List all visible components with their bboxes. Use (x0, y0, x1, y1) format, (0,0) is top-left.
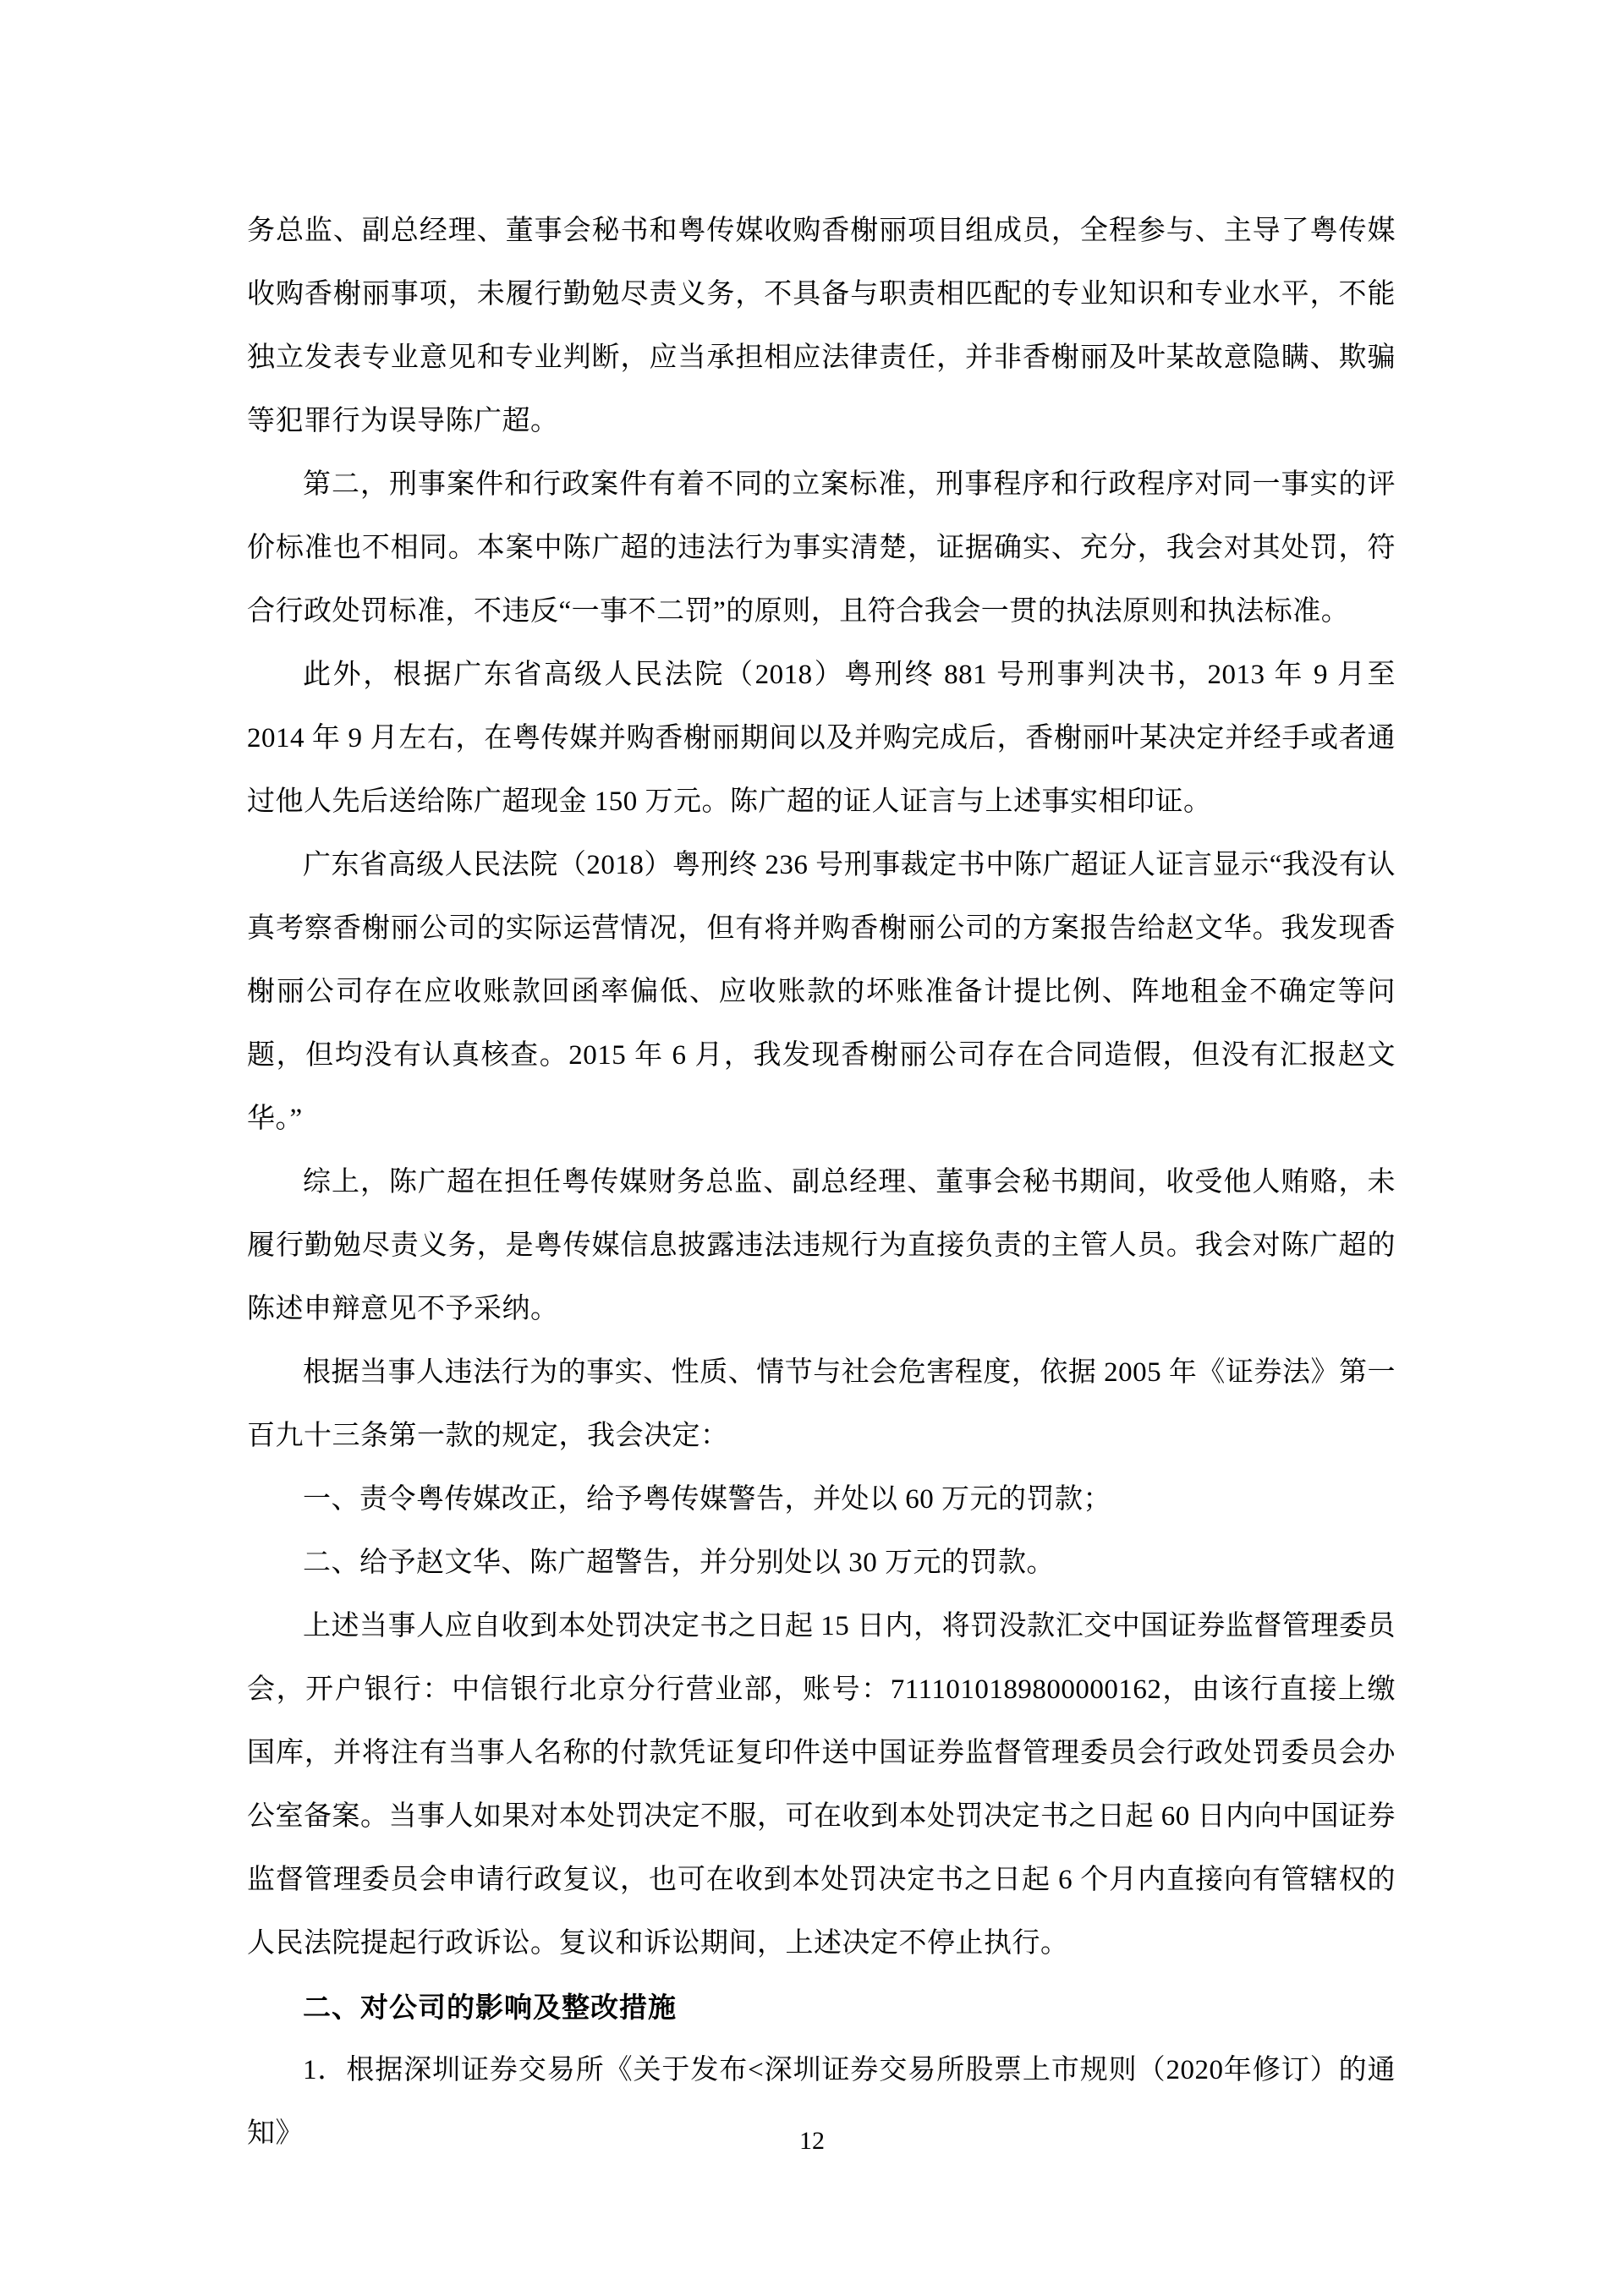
body-paragraph: 此外，根据广东省高级人民法院（2018）粤刑终 881 号刑事判决书，2013 年 9 月至 2014 年 9 月左右，在粤传媒并购香榭丽期间以及并购完成后，香榭丽叶某决定并经手或者通过他人先后送给陈广超现金 150 万元。陈广超的证人证言与上述事实相印证。 (247, 660, 1396, 817)
decision-item-2: 二、给予赵文华、陈广超警告，并分别处以 30 万元的罚款。 (303, 1548, 1055, 1578)
body-paragraph: 综上，陈广超在担任粤传媒财务总监、副总经理、董事会秘书期间，收受他人贿赂，未履行勤勉尽责义务，是粤传媒信息披露违法违规行为直接负责的主管人员。我会对陈广超的陈述申辩意见不予采纳。 (247, 1167, 1396, 1324)
numbered-item: 1．根据深圳证券交易所《关于发布<深圳证券交易所股票上市规则（2020年修订）的通知》 (247, 2055, 1396, 2149)
body-paragraph: 务总监、副总经理、董事会秘书和粤传媒收购香榭丽项目组成员，全程参与、主导了粤传媒收购香榭丽事项，未履行勤勉尽责义务，不具备与职责相匹配的专业知识和专业水平，不能独立发表专业意见和专业判断，应当承担相应法律责任，并非香榭丽及叶某故意隐瞒、欺骗等犯罪行为误导陈广超。 (247, 216, 1396, 436)
body-paragraph: 上述当事人应自收到本处罚决定书之日起 15 日内，将罚没款汇交中国证券监督管理委员会，开户银行：中信银行北京分行营业部，账号：7111010189800000162，由该行直接上缴国库，并将注有当事人名称的付款凭证复印件送中国证券监督管理委员会行政处罚委员会办公室备案。当事人如果对本处罚决定不服，可在收到本处罚决定书之日起 60 日内向中国证券监督管理委员会申请行政复议，也可在收到本处罚决定书之日起 6 个月内直接向有管辖权的人民法院提起行政诉讼。复议和诉讼期间，上述决定不停止执行。 (247, 1611, 1396, 1959)
body-paragraph: 广东省高级人民法院（2018）粤刑终 236 号刑事裁定书中陈广超证人证言显示“我没有认真考察香榭丽公司的实际运营情况，但有将并购香榭丽公司的方案报告给赵文华。我发现香榭丽公司存在应收账款回函率偏低、应收账款的坏账准备计提比例、阵地租金不确定等问题，但均没有认真核查。2015 年 6 月，我发现香榭丽公司存在合同造假，但没有汇报赵文华。” (247, 850, 1396, 1134)
body-paragraph: 根据当事人违法行为的事实、性质、情节与社会危害程度，依据 2005 年《证券法》第一百九十三条第一款的规定，我会决定： (247, 1357, 1396, 1451)
decision-item-1: 一、责令粤传媒改正，给予粤传媒警告，并处以 60 万元的罚款； (303, 1484, 1111, 1515)
section-heading: 二、对公司的影响及整改措施 (303, 1992, 677, 2023)
page-number: 12 (799, 2127, 825, 2155)
document-body (247, 200, 1396, 2166)
body-paragraph: 第二，刑事案件和行政案件有着不同的立案标准，刑事程序和行政程序对同一事实的评价标准也不相同。本案中陈广超的违法行为事实清楚，证据确实、充分，我会对其处罚，符合行政处罚标准，不违反“一事不二罚”的原则，且符合我会一贯的执法原则和执法标准。 (247, 469, 1396, 627)
